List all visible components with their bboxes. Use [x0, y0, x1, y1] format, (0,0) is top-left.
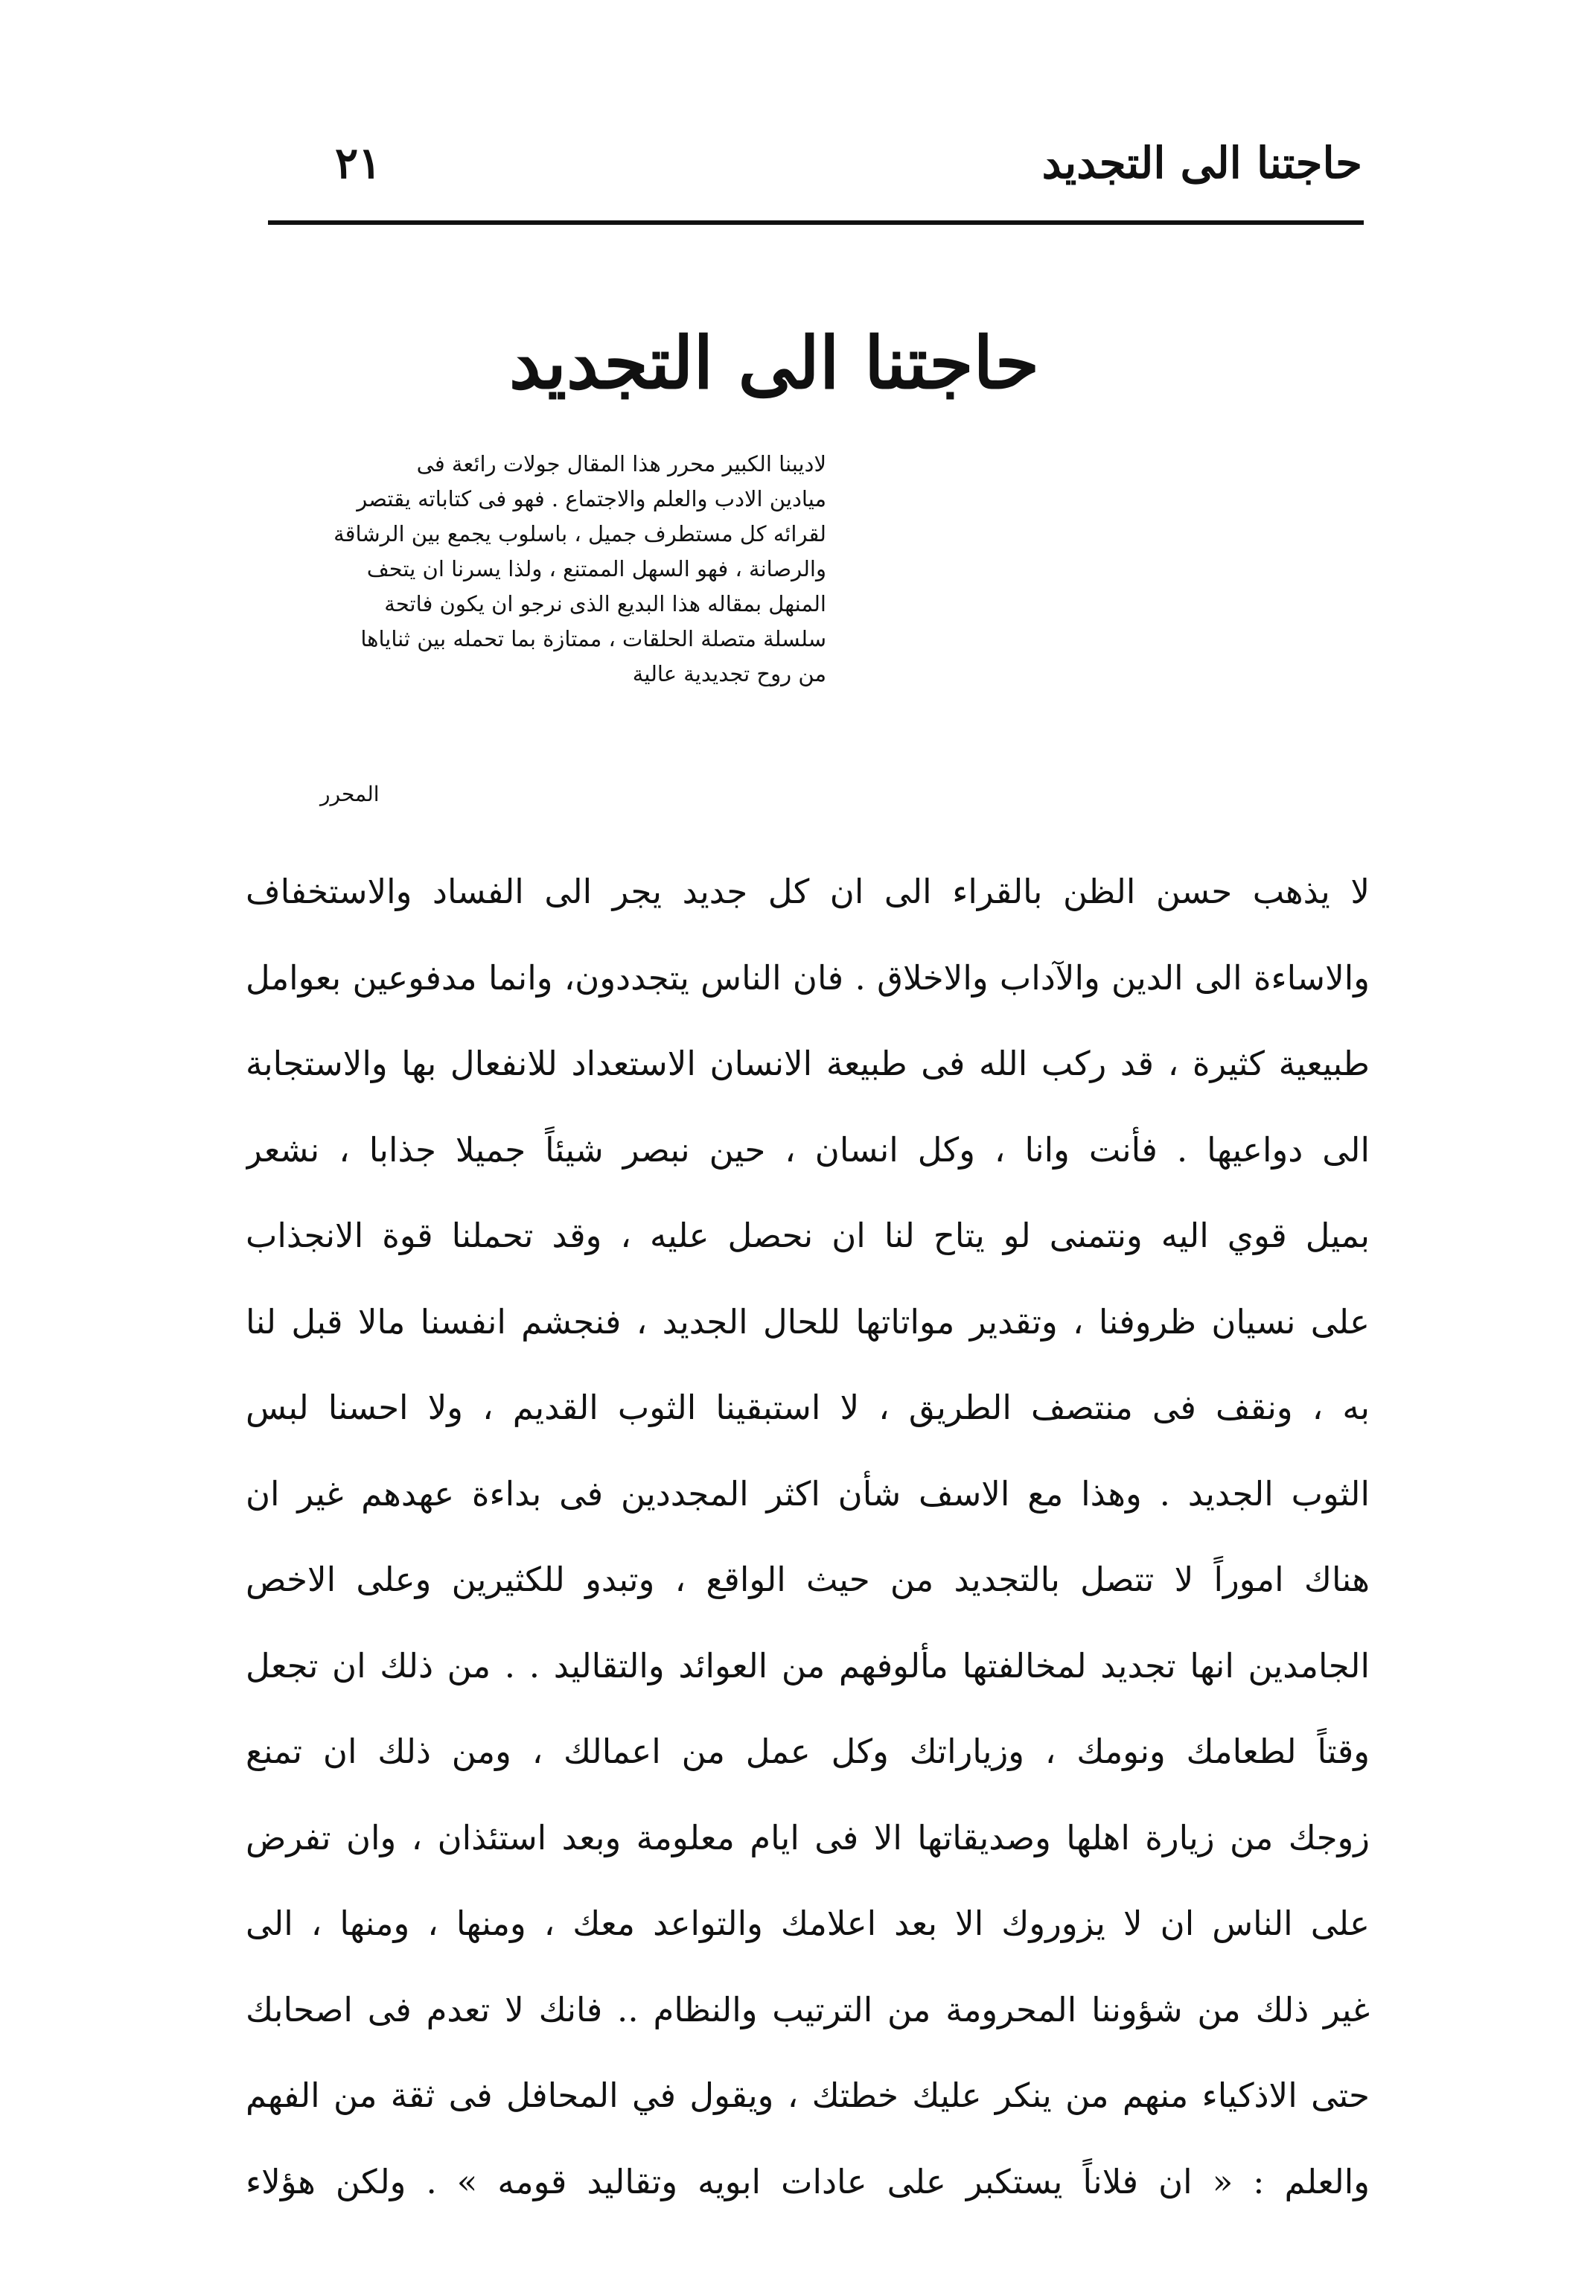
body-line: الجامدين انها تجديد لمخالفتها مألوفهم من العوائد والتقاليد . . من ذلك ان تجعل: [246, 1645, 1370, 1686]
body-line: به ، ونقف فى منتصف الطريق ، لا استبقينا الثوب القديم ، ولا احسنا لبس: [246, 1388, 1370, 1427]
header-rule: [268, 220, 1364, 225]
intro-line: من روح تجديدية عالية: [632, 661, 826, 686]
intro-line: المنهل بمقاله هذا البديع الذى نرجو ان يكون فاتحة: [384, 591, 826, 616]
intro-line: سلسلة متصلة الحلقات ، ممتازة بما تحمله بين ثناياها: [360, 626, 826, 651]
body-line: حتى الاذكياء منهم من ينكر عليك خطتك ، ويقول في المحافل فى ثقة من الفهم: [246, 2076, 1370, 2115]
article-body: [246, 849, 1370, 2225]
intro-line: والرصانة ، فهو السهل الممتنع ، ولذا يسرنا ان يتحف: [366, 556, 826, 581]
running-title: حاجتنا الى التجديد: [1041, 138, 1362, 188]
body-line: زوجك من زيارة اهلها وصديقاتها الا فى ايام معلومة وبعد استئذان ، وان تفرض: [246, 1817, 1370, 1857]
page-number: ٢١: [335, 138, 382, 188]
body-line: وقتاً لطعامك ونومك ، وزياراتك وكل عمل من اعمالك ، ومن ذلك ان تمنع: [246, 1732, 1370, 1771]
running-header: [268, 130, 1362, 212]
editor-intro: [320, 447, 826, 692]
body-line: الثوب الجديد . وهذا مع الاسف شأن اكثر المجددين فى بداءة عهدهم غير ان: [246, 1473, 1370, 1514]
body-line: بميل قوي اليه ونتمنى لو يتاح لنا ان نحصل عليه ، وقد تحملنا قوة الانجذاب: [246, 1216, 1370, 1255]
body-line: والاساءة الى الدين والآداب والاخلاق . فان الناس يتجددون، وانما مدفوعين بعوامل: [246, 957, 1370, 998]
body-line: الى دواعيها . فأنت وانا ، وكل انسان ، حين نبصر شيئاً جميلا جذابا ، نشعر: [246, 1129, 1370, 1170]
body-line: على نسيان ظروفنا ، وتقدير مواتاتها للحال الجديد ، فنجشم انفسنا مالا قبل لنا: [246, 1301, 1370, 1342]
body-line: والعلم : « ان فلاناً يستكبر على عادات ابويه وتقاليد قومه » . ولكن هؤلاء: [246, 2161, 1370, 2201]
body-line: هناك اموراً لا تتصل بالتجديد من حيث الواقع ، وتبدو للكثيرين وعلى الاخص: [246, 1560, 1370, 1599]
body-line: على الناس ان لا يزوروك الا بعد اعلامك والتواعد معك ، ومنها ، ومنها ، الى: [246, 1904, 1370, 1943]
body-line: طبيعية كثيرة ، قد ركب الله فى طبيعة الانسان الاستعداد للانفعال بها والاستجابة: [246, 1044, 1370, 1083]
body-line: لا يذهب حسن الظن بالقراء الى ان كل جديد يجر الى الفساد والاستخفاف: [246, 872, 1370, 911]
article-title: حاجتنا الى التجديد: [508, 321, 1040, 405]
intro-line: لقرائه كل مستطرف جميل ، باسلوب يجمع بين الرشاقة: [333, 521, 826, 546]
intro-signature: المحرر: [320, 782, 380, 806]
body-line: غير ذلك من شؤوننا المحرومة من الترتيب والنظام .. فانك لا تعدم فى اصحابك: [246, 1989, 1370, 2029]
intro-line: لاديبنا الكبير محرر هذا المقال جولات رائعة فى: [416, 451, 826, 476]
intro-line: ميادين الادب والعلم والاجتماع . فهو فى كتاباته يقتصر: [357, 486, 826, 511]
